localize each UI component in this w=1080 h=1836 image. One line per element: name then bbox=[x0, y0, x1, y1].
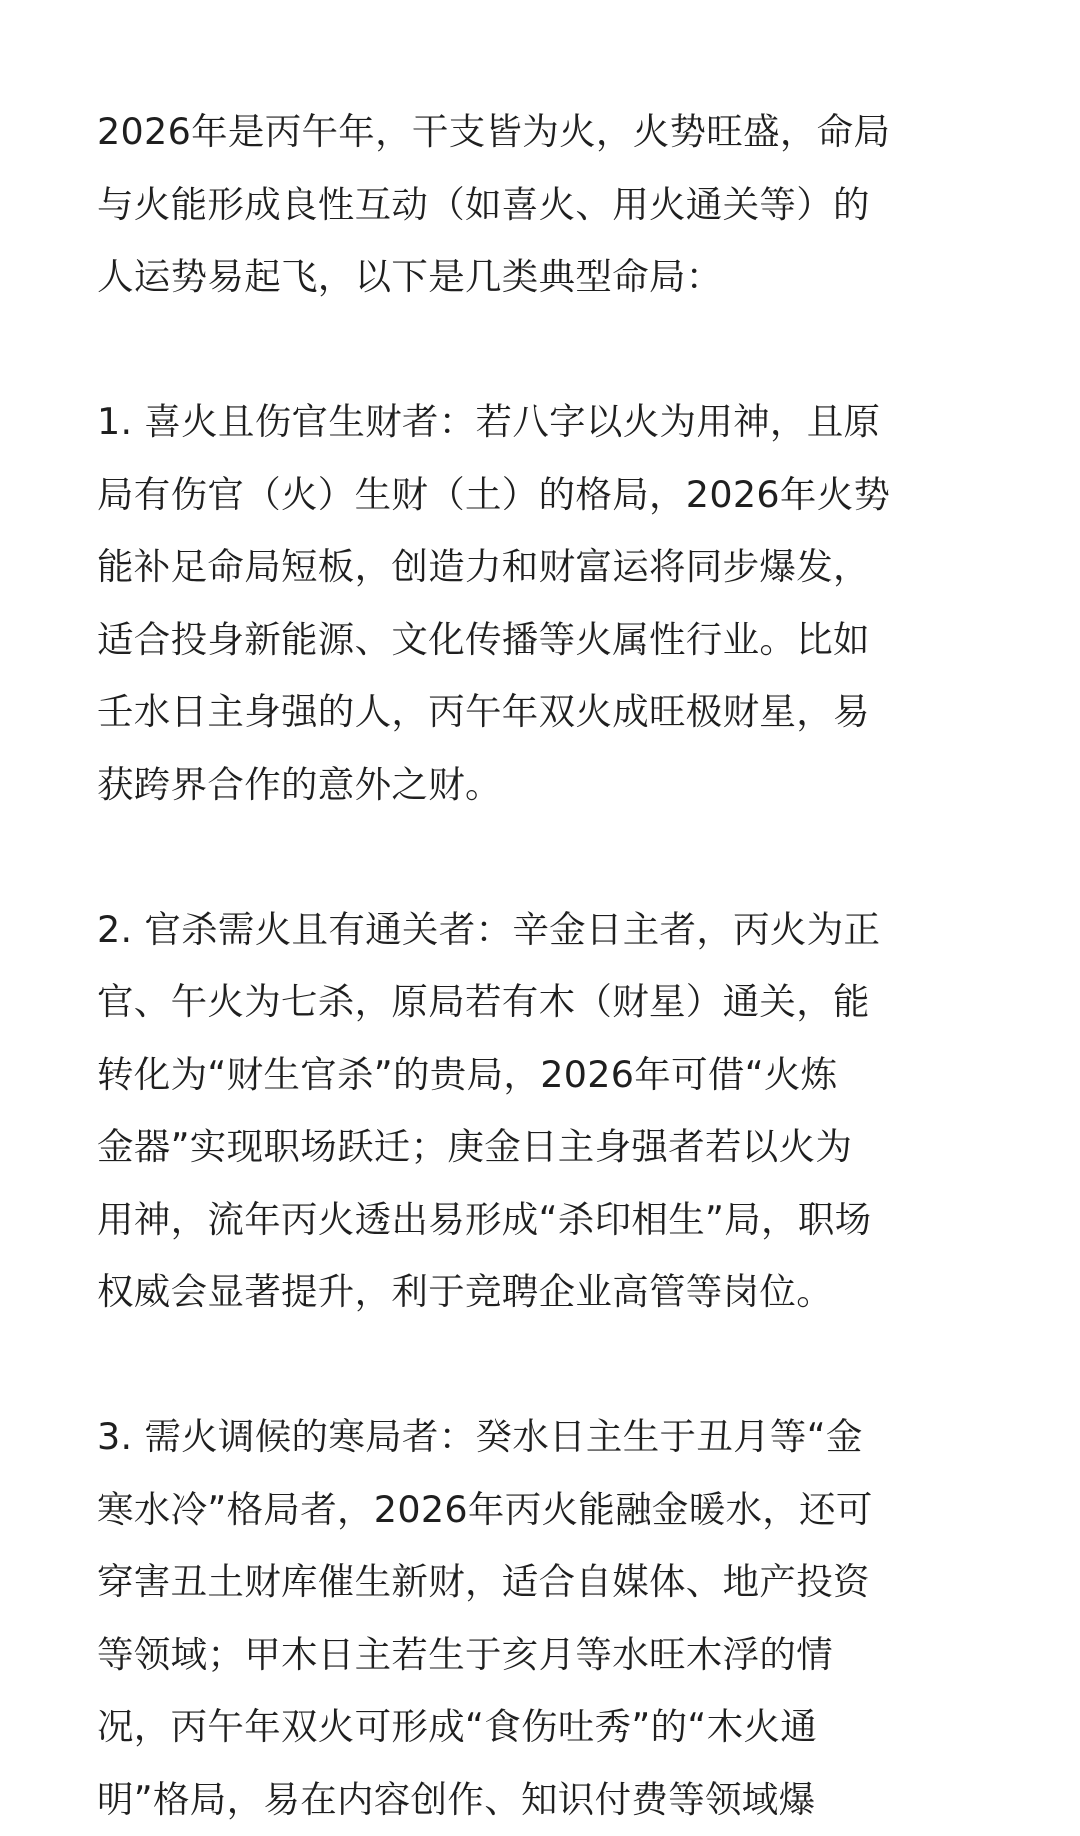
intro-paragraph: 2026年是丙午年，干支皆为火，火势旺盛，命局 与火能形成良性互动（如喜火、用火通关等）的 人运势易起飞，以下是几类典型命局： bbox=[97, 110, 891, 298]
point-3-paragraph: 3. 需火调候的寒局者：癸水日主生于丑月等“金 寒水冷”格局者，2026年丙火能融金暖水，还可 穿害丑土财库催生新财，适合自媒体、地产投资 等领域；甲木日主若生于亥月等水旺木浮的情 况，丙午年双火可形成“食伤吐秀”的“木火通 明”格局，易在内容创作、知识付费等领域爆 bbox=[97, 1415, 873, 1821]
point-2-paragraph: 2. 官杀需火且有通关者：辛金日主者，丙火为正 官、午火为七杀，原局若有木（财星）通关，能 转化为“财生官杀”的贵局，2026年可借“火炼 金器”实现职场跃迁；庚金日主身强者若以火为 用神，流年丙火透出易形成“杀印相生”局，职场 权威会显著提升，利于竞聘企业高管等岗位。 bbox=[97, 907, 881, 1313]
point-1-paragraph: 1. 喜火且伤官生财者：若八字以火为用神，且原 局有伤官（火）生财（土）的格局，2026年火势 能补足命局短板，创造力和财富运将同步爆发， 适合投身新能源、文化传播等火属性行业。比如 壬水日主身强的人，丙午年双火成旺极财星，易 获跨界合作的意外之财。 bbox=[97, 400, 891, 806]
article-body bbox=[97, 96, 999, 1836]
